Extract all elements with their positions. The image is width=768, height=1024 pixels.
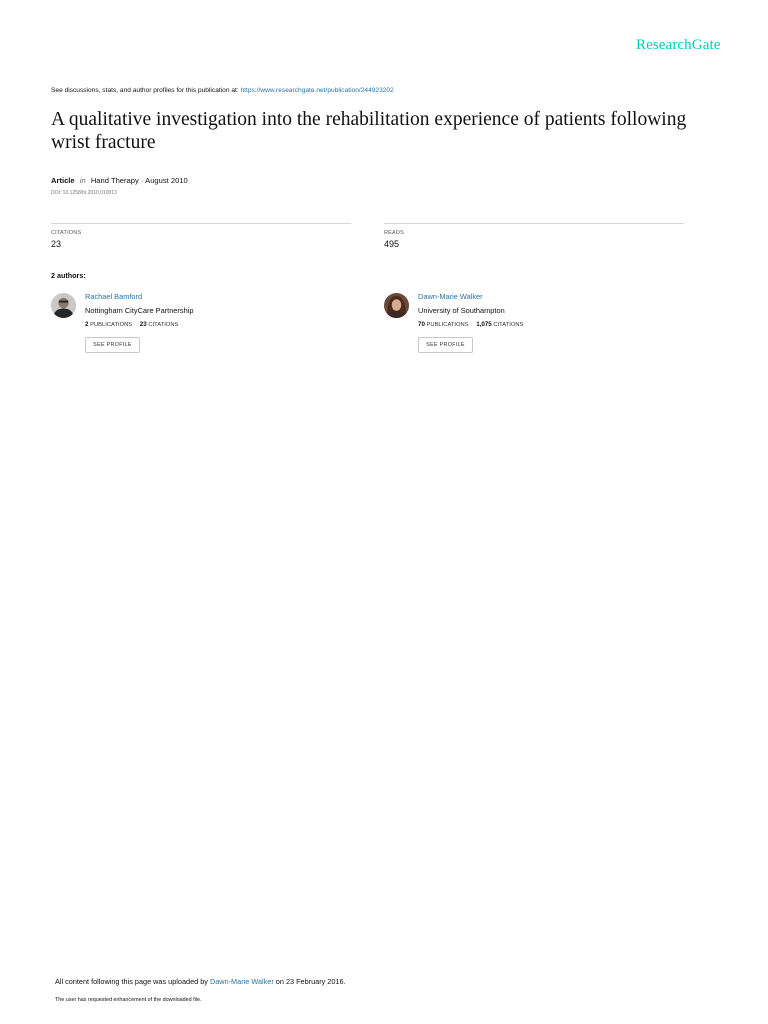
see-discussions-text: See discussions, stats, and author profiles for this publication at:	[51, 87, 239, 94]
publication-url-link[interactable]: https://www.researchgate.net/publication/244923202	[240, 87, 394, 94]
citations-count: 1,075	[476, 321, 492, 328]
citations-label: CITATIONS	[51, 230, 82, 236]
reads-divider	[384, 223, 684, 224]
reads-label: READS	[384, 230, 404, 236]
enhancement-note: The user has requested enhancement of the downloaded file.	[55, 997, 202, 1003]
author-name-link[interactable]: Dawn-Marie Walker	[418, 292, 483, 301]
author-institution: Nottingham CityCare Partnership	[85, 306, 194, 315]
researchgate-logo[interactable]: ResearchGate	[636, 37, 721, 53]
publications-count: 70	[418, 321, 425, 328]
see-profile-button[interactable]: SEE PROFILE	[85, 337, 140, 353]
publications-label: PUBLICATIONS	[426, 322, 469, 328]
publication-title: A qualitative investigation into the rehabilitation experience of patients following wrist fracture	[51, 109, 687, 153]
person-photo-icon[interactable]	[384, 293, 409, 318]
see-profile-button[interactable]: SEE PROFILE	[418, 337, 473, 353]
citations-value: 23	[51, 239, 62, 249]
uploaded-prefix: All content following this page was uploaded by	[55, 977, 208, 986]
author-stats	[85, 321, 178, 328]
citations-count: 23	[139, 321, 147, 328]
citations-divider	[51, 223, 351, 224]
uploaded-by-line	[55, 977, 346, 986]
publications-count: 2	[85, 321, 89, 328]
citations-label: CITATIONS	[493, 322, 524, 328]
reads-value: 495	[384, 239, 400, 249]
citations-label: CITATIONS	[148, 322, 179, 328]
uploaded-suffix: on 23 February 2016.	[275, 977, 346, 986]
publication-type: Article	[51, 176, 75, 185]
author-stats	[418, 321, 523, 328]
author-card	[384, 292, 674, 362]
doi: DOI: 10.1258/ht.2010.010013	[51, 190, 117, 196]
author-institution: University of Southampton	[418, 306, 505, 315]
article-meta-line	[51, 176, 188, 185]
in-word: in	[79, 176, 86, 185]
author-card	[51, 292, 341, 362]
publications-label: PUBLICATIONS	[90, 322, 133, 328]
author-name-link[interactable]: Rachael Bamford	[85, 292, 143, 301]
authors-heading: 2 authors:	[51, 271, 86, 280]
uploader-name-link[interactable]: Dawn-Marie Walker	[209, 977, 274, 986]
see-discussions-line	[51, 87, 394, 94]
person-photo-icon[interactable]	[51, 293, 76, 318]
journal-date: Hand Therapy · August 2010	[90, 176, 188, 185]
